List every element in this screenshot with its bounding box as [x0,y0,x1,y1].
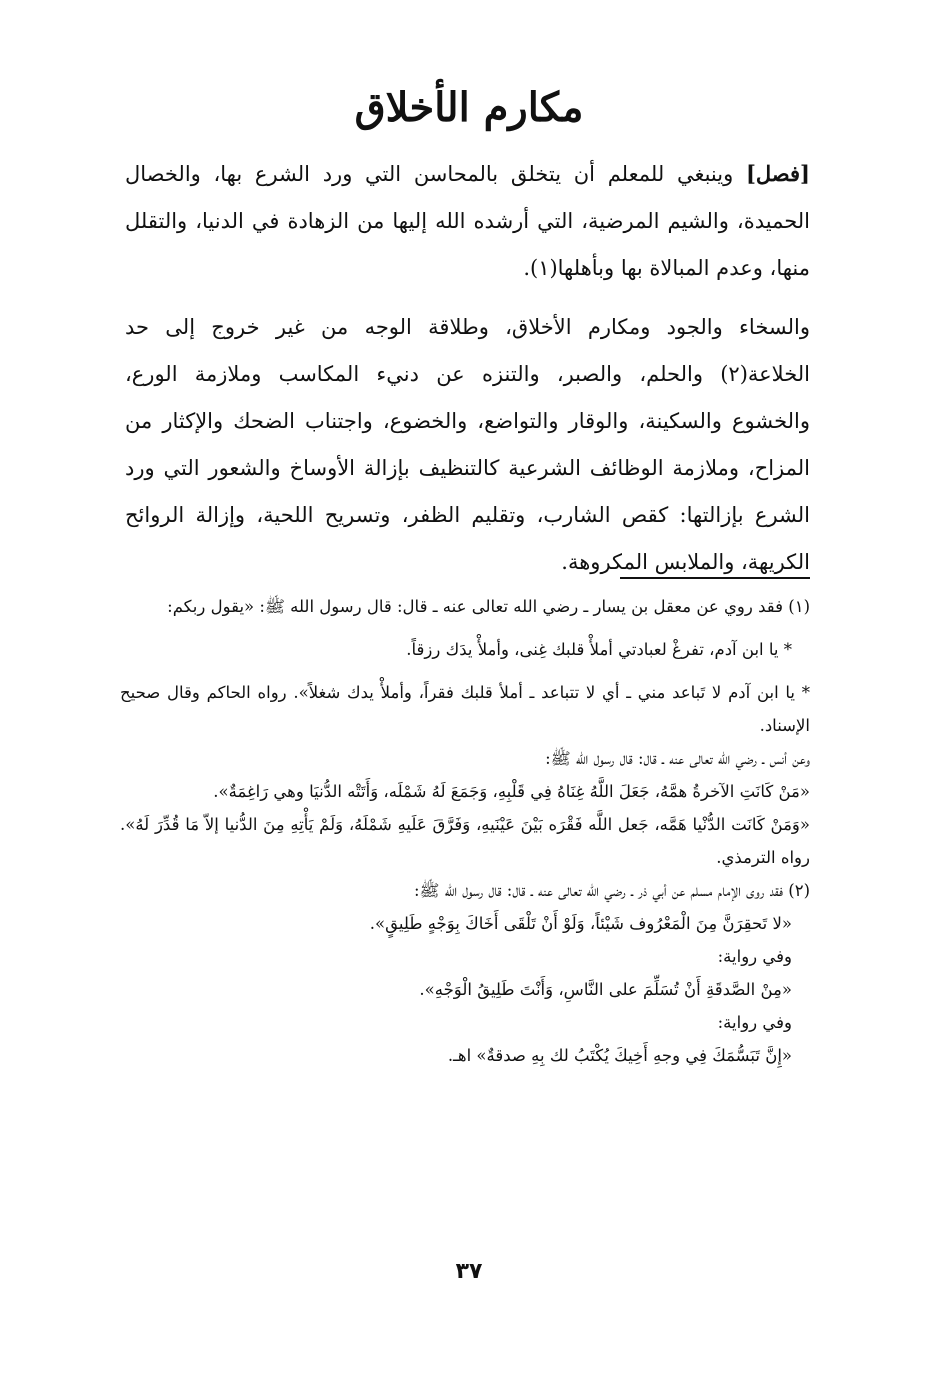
footnote-1-hadith-d: «وَمَنْ كَانَت الدُّنْيا هَمَّه، جَعل اللَّه فَقْرَه بَيْنَ عَيْنَيهِ، وَفَرَّقَ عَلَيهِ شَمْلَهُ، وَلَمْ يَأْتِهِ مِنَ الدُّنيا إلاّ مَا قُدِّرَ لَهُ». رواه الترمذي. [120,815,810,867]
footnote-1-anas: وعن أنس ـ رضي الله تعالى عنه ـ قال: قال رسول الله ﷺ: [545,749,810,768]
footnote-1-hadith-a: * يا ابن آدم، تفرغْ لعبادتي أملأْ قلبك غِنى، وأملأْ يدَك رزقاً. [406,640,792,659]
footnote-2-hadith-b: «مِنْ الصَّدقَةِ أَنْ تُسَلِّمَ على النَّاسِ، وَأَنْتَ طَلِيقُ الْوَجْهِ». [419,980,792,999]
footnote-1-intro: (١) فقد روي عن معقل بن يسار ـ رضي الله تعالى عنه ـ قال: قال رسول الله ﷺ: «يقول ربكم: [167,597,810,616]
footnotes [120,590,810,1072]
footnote-1-hadith-c: «مَنْ كَانَتِ الآخرةُ همَّهُ، جَعَلَ اللَّهُ غِنَاهُ فِي قَلْبِهِ، وَجَمَعَ لَهُ شَمْلَه، وَأَتَتْه الدُّنيَا وهي رَاغِمَةٌ». [213,782,810,801]
footnote-2-riwaya-1: وفي رواية: [717,947,792,966]
page-title: مكارم الأخلاق [354,84,584,131]
footnote-2-riwaya-2: وفي رواية: [717,1013,792,1032]
paragraph-1-text: وينبغي للمعلم أن يتخلق بالمحاسن التي ورد الشرع بها، والخصال الحميدة، والشيم المرضية، التي أرشده الله إليها من الزهادة في الدنيا، والتقلل منها، وعدم المبالاة بها وبأهلها(١). [125,162,810,280]
footnote-1-hadith-b: * يا ابن آدم لا تَباعد مني ـ أي لا تتباعد ـ أملأ قلبك فقراً، وأملأْ يدك شغلاً». رواه الحاكم وقال صحيح الإسناد. [120,683,810,735]
section-marker: [فصل] [745,161,810,186]
footnote-2-hadith-a: «لا تَحقِرَنَّ مِنَ الْمَعْرُوف شَيْئاً، وَلَوْ أَنْ تَلْقَى أَخَاكَ بِوَجْهٍ طَلِيقٍ». [369,914,792,933]
main-text [125,150,810,586]
paragraph-1 [125,150,810,292]
footnote-separator [620,577,810,579]
footnote-2-intro: (٢) فقد روى الإمام مسلم عن أبي ذر ـ رضي الله تعالى عنه ـ قال: قال رسول الله ﷺ: [413,881,810,900]
page-number: ٣٧ [455,1259,483,1284]
footnote-2-hadith-c: «إِنَّ تَبَسُّمَكَ فِي وجهِ أَخِيكَ يُكْتَبُ لك بِهِ صدقةٌ» اهـ. [447,1046,792,1065]
paragraph-2: والسخاء والجود ومكارم الأخلاق، وطلاقة الوجه من غير خروج إلى حد الخلاعة(٢) والحلم، والصبر، والتنزه عن دنيء المكاسب وملازمة الورع، والخشوع والسكينة، والوقار والتواضع، والخضوع، واجتناب الضحك والإكثار من المزاح، وملازمة الوظائف الشرعية كالتنظيف بإزالة الأوساخ والشعور التي ورد الشرع بإزالتها: كقص الشارب، وتقليم الظفر، وتسريح اللحية، وإزالة الروائح الكريهة، والملابس المكروهة. [125,315,810,574]
